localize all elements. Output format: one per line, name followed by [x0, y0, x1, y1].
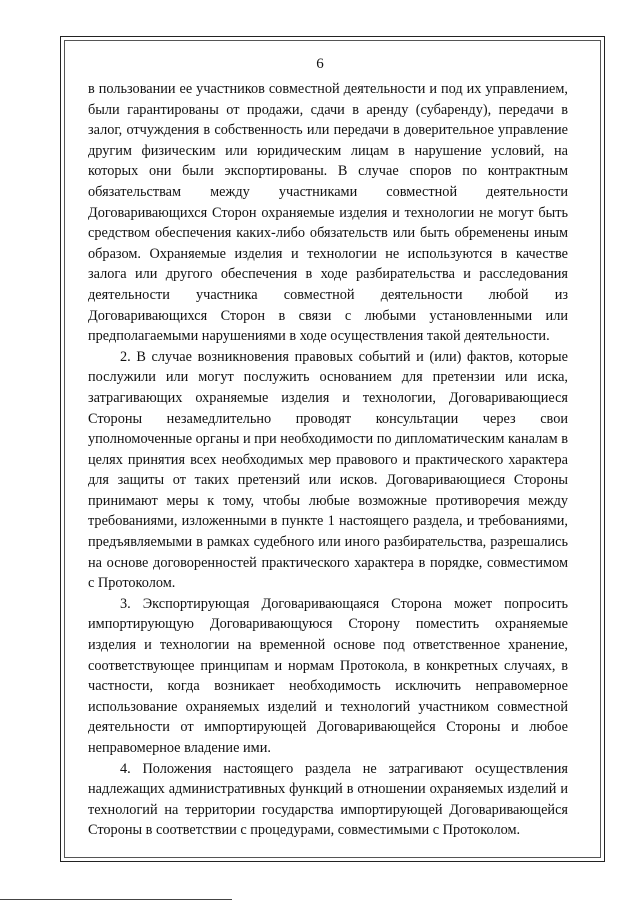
document-body	[88, 79, 568, 841]
paragraph-clause-4: 4. Положения настоящего раздела не затрагивают осуществления надлежащих административных функций в отношении охраняемых изделий и технологий на территории государства импортирующей Договаривающейся Стороны в соответствии с процедурами, совместимыми с Протоколом.	[88, 760, 568, 839]
paragraph-clause-3: 3. Экспортирующая Договаривающаяся Сторона может попросить импортирующую Договаривающуюся Сторону поместить охраняемые изделия и технологии на временной основе под ответственное хранение, соответствующее принципам и нормам Протокола, в конкретных случаях, в частности, когда возникает необходимость исключить неправомерное использование охраняемых изделий и технологий участником совместной деятельности от импортирующей Договаривающейся Стороны и любое неправомерное владение ими.	[88, 595, 568, 756]
paragraph-continuation: в пользовании ее участников совместной деятельности и под их управлением, были гарантированы от продажи, сдачи в аренду (субаренду), передачи в залог, отчуждения в собственность или передачи в доверительное управление другим физическим или юридическим лицам в нарушение условий, на которых они были экспортированы. В случае споров по контрактным обязательствам между участниками совместной деятельности Договаривающихся Сторон охраняемые изделия и технологии не могут быть средством обеспечения каких-либо обязательств или быть обременены иным образом. Охраняемые изделия и технологии не используются в качестве залога или другого обеспечения в ходе разбирательства и расследования деятельности участника совместной деятельности любой из Договаривающихся Сторон в связи с любыми установленными или предполагаемыми нарушениями в ходе осуществления такой деятельности.	[88, 81, 568, 345]
page-number: 6	[316, 56, 324, 72]
footer-rule	[0, 899, 232, 900]
paragraph-clause-2: 2. В случае возникновения правовых событий и (или) фактов, которые послужили или могут послужить основанием для претензии или иска, затрагивающих охраняемые изделия и технологии, Договаривающиеся Стороны незамедлительно проводят консультации через свои уполномоченные органы и при необходимости по дипломатическим каналам в целях принятия всех необходимых мер правового и практического характера для защиты от таких претензий или исков. Договаривающиеся Стороны принимают меры к тому, чтобы любые возможные противоречия между требованиями, изложенными в пункте 1 настоящего раздела, и требованиями, предъявляемыми в рамках судебного или иного разбирательства, разрешались на основе договоренностей практического характера в порядке, совместимом с Протоколом.	[88, 348, 568, 592]
